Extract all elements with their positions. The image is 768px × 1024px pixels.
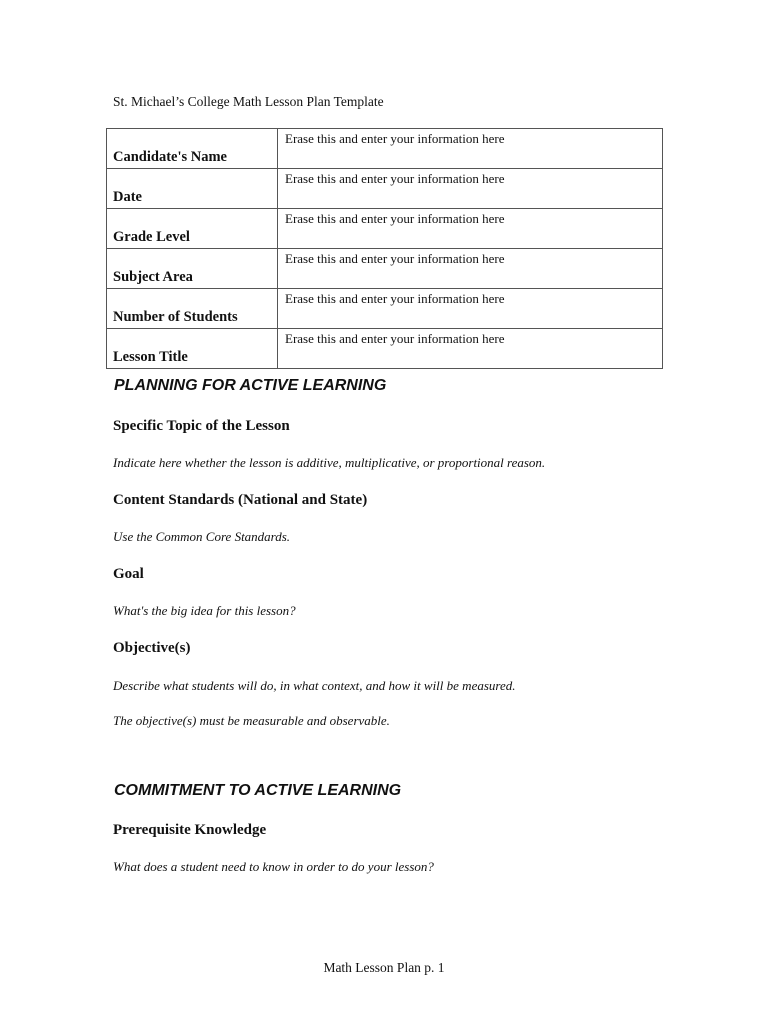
goal-heading: Goal [113, 566, 144, 582]
table-row [107, 289, 663, 329]
page-footer: Math Lesson Plan p. 1 [323, 960, 445, 975]
document-title: St. Michael’s College Math Lesson Plan Template [113, 94, 384, 109]
table-row [107, 169, 663, 209]
table-row [107, 129, 663, 169]
objectives-instructions-2: The objective(s) must be measurable and observable. [113, 713, 390, 728]
candidate-name-field[interactable]: Erase this and enter your information here [278, 129, 663, 169]
candidate-name-label: Candidate's Name [107, 129, 278, 169]
topic-heading: Specific Topic of the Lesson [113, 418, 290, 434]
prerequisite-heading: Prerequisite Knowledge [113, 822, 267, 838]
topic-instructions: Indicate here whether the lesson is additive, multiplicative, or proportional reason. [113, 455, 546, 470]
lesson-title-field[interactable]: Erase this and enter your information here [278, 329, 663, 369]
lesson-info-table [106, 128, 663, 369]
grade-level-label: Grade Level [107, 209, 278, 249]
objectives-instructions-1: Describe what students will do, in what context, and how it will be measured. [113, 678, 516, 693]
commitment-section-heading: COMMITMENT TO ACTIVE LEARNING [114, 782, 402, 799]
table-row [107, 329, 663, 369]
date-label: Date [107, 169, 278, 209]
number-of-students-field[interactable]: Erase this and enter your information here [278, 289, 663, 329]
goal-instructions: What's the big idea for this lesson? [113, 603, 296, 618]
subject-area-field[interactable]: Erase this and enter your information here [278, 249, 663, 289]
lesson-title-label: Lesson Title [107, 329, 278, 369]
standards-instructions: Use the Common Core Standards. [113, 529, 291, 544]
number-of-students-label: Number of Students [107, 289, 278, 329]
subject-area-label: Subject Area [107, 249, 278, 289]
planning-section-heading: PLANNING FOR ACTIVE LEARNING [114, 377, 387, 394]
objectives-heading: Objective(s) [113, 640, 191, 656]
standards-heading: Content Standards (National and State) [113, 492, 368, 508]
prerequisite-instructions: What does a student need to know in order to do your lesson? [113, 859, 434, 874]
grade-level-field[interactable]: Erase this and enter your information here [278, 209, 663, 249]
date-field[interactable]: Erase this and enter your information here [278, 169, 663, 209]
table-row [107, 249, 663, 289]
table-row [107, 209, 663, 249]
